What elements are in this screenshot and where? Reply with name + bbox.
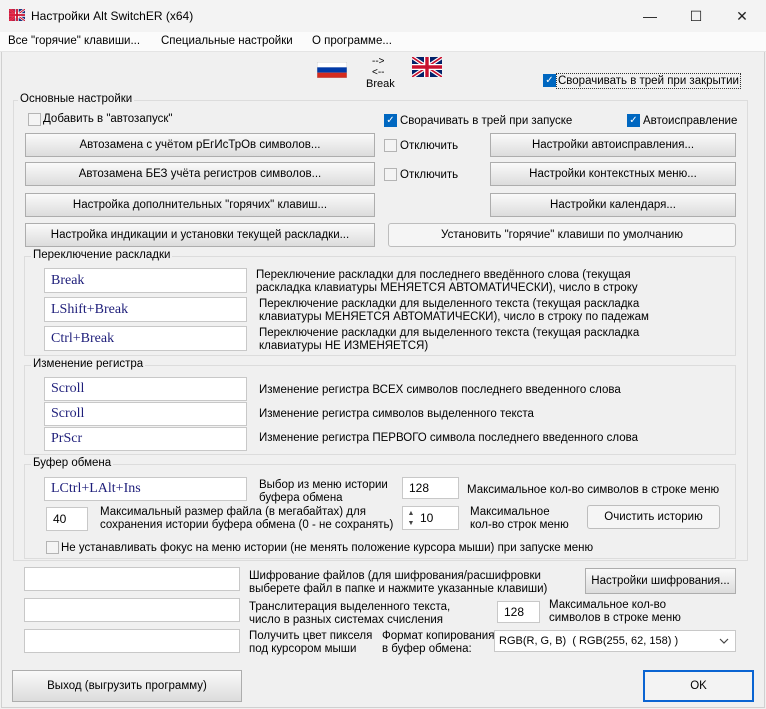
tray-on-start-label: Сворачивать в трей при запуске [400, 115, 573, 127]
menu-special-settings[interactable]: Специальные настройки [161, 35, 293, 47]
disable-autoreplace-nocase-checkbox[interactable] [384, 168, 397, 181]
max-chars-label: Максимальное кол-во символов в строке меню [467, 484, 720, 496]
translit-hotkey-field[interactable] [24, 598, 240, 622]
autoreplace-nocase-button[interactable]: Автозамена БЕЗ учёта регистров символов... [25, 162, 375, 186]
clear-history-button[interactable]: Очистить историю [587, 505, 720, 529]
tray-on-close-label: Сворачивать в трей при закрытии [558, 75, 739, 87]
case-desc: Изменение регистра ПЕРВОГО символа последнего введенного слова [259, 432, 638, 444]
layout-switch-label: Переключение раскладки [33, 249, 171, 261]
layout-desc-line1: Переключение раскладки для выделенного текста (текущая раскладка [259, 327, 640, 339]
layout-desc-line2: раскладка клавиатуры МЕНЯЕТСЯ АВТОМАТИЧЕСКИ), число в строку [256, 282, 638, 294]
max-chars-input[interactable]: 128 [402, 477, 459, 499]
layout-hotkey-field[interactable]: Break [44, 268, 247, 293]
case-hotkey-field[interactable]: Scroll [44, 402, 247, 426]
color-format-select[interactable] [494, 630, 736, 652]
indication-settings-button[interactable]: Настройка индикации и установки текущей раскладки... [25, 223, 375, 247]
extra-hotkeys-button[interactable]: Настройка дополнительных "горячих" клавиш... [25, 193, 375, 217]
case-desc: Изменение регистра символов выделенного текста [259, 408, 534, 420]
color-desc-line1: Получить цвет пикселя [249, 630, 373, 642]
clipboard-history-desc-line1: Выбор из меню истории [259, 479, 388, 491]
menu-about[interactable]: О программе... [312, 35, 392, 47]
maximize-button[interactable]: ☐ [689, 7, 703, 24]
window-title: Настройки Alt SwitchER (x64) [31, 9, 194, 23]
disable-autoreplace-case-checkbox[interactable] [384, 139, 397, 152]
clipboard-history-desc-line2: буфера обмена [259, 492, 343, 504]
autostart-checkbox[interactable] [28, 113, 41, 126]
clipboard-hotkey-field[interactable]: LCtrl+LAlt+Ins [44, 477, 247, 501]
autoreplace-case-button[interactable]: Автозамена с учётом рЕгИсТрОв символов... [25, 133, 375, 157]
translit-max-input[interactable]: 128 [497, 601, 540, 623]
case-hotkey-field[interactable]: PrScr [44, 427, 247, 451]
rows-value: 10 [420, 511, 434, 525]
main-settings-label: Основные настройки [20, 93, 133, 105]
menu-all-hotkeys[interactable]: Все "горячие" клавиши... [8, 35, 141, 47]
autocorrect-checkbox[interactable]: ✓ [627, 114, 640, 127]
no-focus-label: Не устанавливать фокус на меню истории (не менять положение курсора мыши) при запуске меню [61, 542, 594, 554]
clipboard-label: Буфер обмена [33, 457, 112, 469]
format-label-line2: в буфер обмена: [382, 643, 472, 655]
exit-button[interactable]: Выход (выгрузить программу) [12, 670, 242, 702]
uk-flag-icon[interactable] [412, 57, 442, 77]
close-button[interactable]: ✕ [736, 7, 748, 24]
color-hotkey-field[interactable] [24, 629, 240, 653]
break-label: Break [366, 78, 395, 90]
case-change-label: Изменение регистра [33, 358, 144, 370]
no-focus-checkbox[interactable] [46, 541, 59, 554]
tray-on-close-checkbox[interactable]: ✓ [543, 74, 556, 87]
russian-flag-icon[interactable] [317, 62, 347, 78]
translit-max-label-line1: Максимальное кол-во [549, 599, 666, 611]
case-desc: Изменение регистра ВСЕХ символов последнего введенного слова [259, 384, 621, 396]
layout-hotkey-field[interactable]: Ctrl+Break [44, 326, 247, 351]
chevron-down-icon [719, 638, 729, 645]
layout-desc-line1: Переключение раскладки для выделенного текста (текущая раскладка [259, 298, 640, 310]
file-size-desc-line1: Максимальный размер файла (в мегабайтах) для [100, 506, 366, 518]
app-icon [9, 9, 25, 21]
default-hotkeys-button[interactable]: Установить "горячие" клавиши по умолчанию [388, 223, 736, 247]
spin-down-icon[interactable]: ▼ [407, 519, 415, 527]
autostart-label: Добавить в "автозапуск" [43, 113, 173, 125]
encrypt-desc-line2: выберете файл в папке и нажмите указанные клавиши) [249, 583, 548, 595]
context-menu-settings-button[interactable]: Настройки контекстных меню... [490, 162, 736, 186]
layout-hotkey-field[interactable]: LShift+Break [44, 297, 247, 322]
rows-spinner[interactable] [402, 506, 459, 530]
file-size-desc-line2: сохранения истории буфера обмена (0 - не сохранять) [100, 519, 394, 531]
arrow-left-label: <-- [372, 67, 385, 78]
rows-label-line2: кол-во строк меню [470, 519, 569, 531]
translit-desc-line1: Транслитерация выделенного текста, [249, 601, 451, 613]
minimize-button[interactable]: — [643, 8, 657, 24]
spin-up-icon[interactable]: ▲ [407, 509, 415, 517]
encrypt-desc-line1: Шифрование файлов (для шифрования/расшифровки [249, 570, 541, 582]
case-hotkey-field[interactable]: Scroll [44, 377, 247, 401]
layout-desc-line2: клавиатуры НЕ ИЗМЕНЯЕТСЯ) [259, 340, 429, 352]
autocorrect-label: Автоисправление [643, 115, 738, 127]
rows-label-line1: Максимальное [470, 506, 550, 518]
disable-autoreplace-case-label: Отключить [400, 140, 459, 152]
disable-autoreplace-nocase-label: Отключить [400, 169, 459, 181]
encrypt-hotkey-field[interactable] [24, 567, 240, 591]
encryption-settings-button[interactable]: Настройки шифрования... [585, 568, 736, 594]
layout-desc-line2: клавиатуры МЕНЯЕТСЯ АВТОМАТИЧЕСКИ), число в строку по падежам [259, 311, 649, 323]
file-size-input[interactable]: 40 [46, 507, 88, 531]
color-format-value: RGB(R, G, B) ( RGB(255, 62, 158) ) [499, 635, 679, 647]
tray-on-start-checkbox[interactable]: ✓ [384, 114, 397, 127]
translit-desc-line2: число в разных системах счисления [249, 614, 443, 626]
layout-desc-line1: Переключение раскладки для последнего введённого слова (текущая [256, 269, 631, 281]
arrow-right-label: --> [372, 56, 385, 67]
color-desc-line2: под курсором мыши [249, 643, 357, 655]
translit-max-label-line2: символов в строке меню [549, 612, 681, 624]
calendar-settings-button[interactable]: Настройки календаря... [490, 193, 736, 217]
autocorrect-settings-button[interactable]: Настройки автоисправления... [490, 133, 736, 157]
ok-button[interactable]: OK [643, 670, 754, 702]
format-label-line1: Формат копирования [382, 630, 495, 642]
